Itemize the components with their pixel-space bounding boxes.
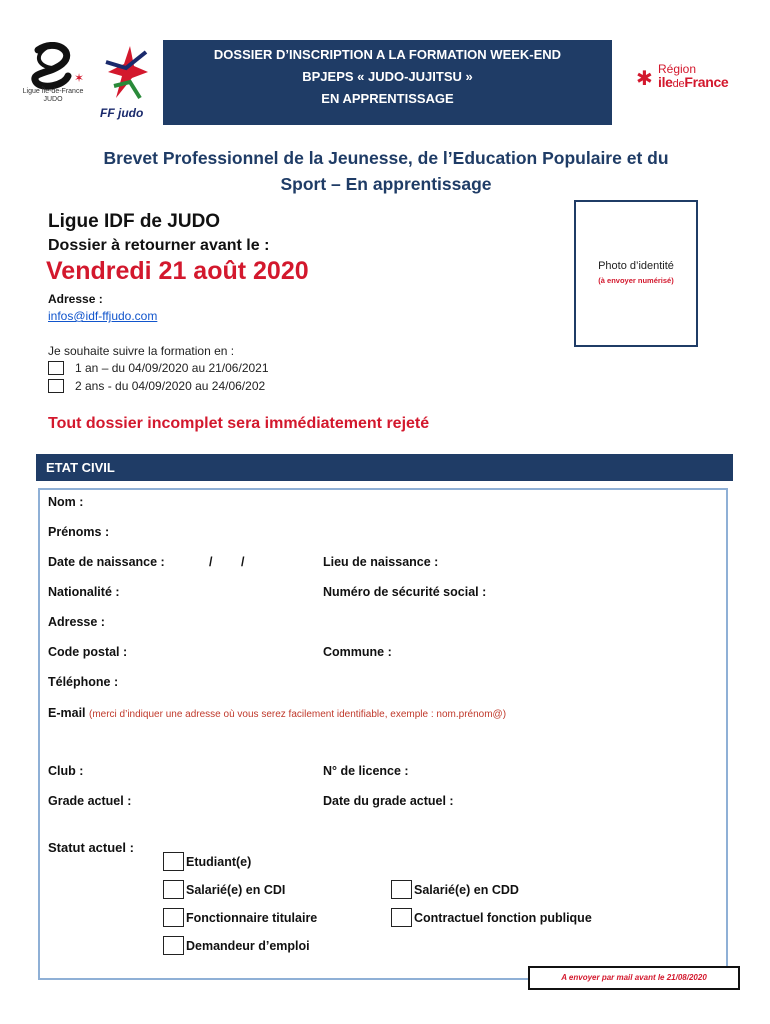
- footer-deadline-note: A envoyer par mail avant le 21/08/2020: [528, 966, 740, 990]
- address-label: Adresse :: [48, 292, 103, 306]
- header-line-1: DOSSIER D’INSCRIPTION A LA FORMATION WEEK-END: [213, 47, 562, 62]
- region-ile: ile: [658, 74, 673, 90]
- fonctionnaire-checkbox[interactable]: [163, 908, 184, 927]
- header-line-3: EN APPRENTISSAGE: [321, 91, 454, 106]
- cdi-label: Salarié(e) en CDI: [186, 882, 286, 897]
- header-line-2: BPJEPS « JUDO-JUJITSU »: [302, 69, 473, 84]
- formation-option-1[interactable]: [48, 361, 269, 375]
- etudiant-checkbox[interactable]: [163, 852, 184, 871]
- judoka-icon: [96, 42, 158, 106]
- phone-field[interactable]: Téléphone :: [48, 675, 119, 689]
- birth-place-field[interactable]: Lieu de naissance :: [323, 555, 439, 569]
- demandeur-label: Demandeur d’emploi: [186, 938, 310, 953]
- photo-label: Photo d’identité: [598, 260, 674, 272]
- address-field[interactable]: Adresse :: [48, 615, 105, 629]
- status-contractuel[interactable]: [391, 908, 592, 927]
- contractuel-checkbox[interactable]: [391, 908, 412, 927]
- cdd-label: Salarié(e) en CDD: [414, 882, 519, 897]
- ligue-name: Ligue IDF de JUDO: [48, 211, 221, 232]
- nationality-field[interactable]: Nationalité :: [48, 585, 120, 599]
- region-top-text: Région: [658, 62, 697, 76]
- etudiant-label: Etudiant(e): [186, 854, 252, 869]
- etat-civil-header: ETAT CIVIL: [36, 454, 733, 481]
- ff-judo-logo: [96, 42, 158, 124]
- birth-date-field[interactable]: Date de naissance :: [48, 555, 165, 569]
- photo-sublabel: (à envoyer numérisé): [598, 276, 674, 285]
- ligue-logo-text: Ligue Île-de-France JUDO: [22, 88, 84, 103]
- title-line-1: Brevet Professionnel de la Jeunesse, de l’Education Populaire et du: [103, 148, 669, 168]
- return-label: Dossier à retourner avant le :: [48, 237, 270, 254]
- status-salarie-cdi[interactable]: [163, 880, 285, 899]
- status-label: Statut actuel :: [48, 840, 134, 855]
- email-hint: (merci d’indiquer une adresse où vous serez facilement identifiable, exemple : nom.prénom@): [89, 709, 507, 720]
- cdd-checkbox[interactable]: [391, 880, 412, 899]
- grade-field[interactable]: Grade actuel :: [48, 794, 132, 808]
- option-2-label: 2 ans - du 04/09/2020 au 24/06/202: [75, 379, 266, 393]
- ff-judo-text: FF judo: [100, 106, 144, 120]
- region-idf-logo: [632, 62, 752, 98]
- option-2-checkbox[interactable]: [48, 379, 64, 393]
- option-1-checkbox[interactable]: [48, 361, 64, 375]
- date-separator: /: [241, 555, 245, 569]
- club-field[interactable]: Club :: [48, 764, 84, 778]
- region-bottom-text: [658, 74, 728, 90]
- prenoms-field[interactable]: Prénoms :: [48, 525, 110, 539]
- email-label: E-mail: [48, 706, 86, 720]
- nom-field[interactable]: Nom :: [48, 495, 84, 509]
- cdi-checkbox[interactable]: [163, 880, 184, 899]
- region-france: France: [684, 74, 729, 90]
- incomplete-warning: Tout dossier incomplet sera immédiatement rejeté: [48, 415, 430, 432]
- fonctionnaire-label: Fonctionnaire titulaire: [186, 910, 318, 925]
- status-salarie-cdd[interactable]: [391, 880, 519, 899]
- social-security-field[interactable]: Numéro de sécurité social :: [323, 585, 487, 599]
- header-banner: [163, 40, 612, 125]
- status-demandeur[interactable]: [163, 936, 310, 955]
- postal-code-field[interactable]: Code postal :: [48, 645, 128, 659]
- svg-text:✶: ✶: [74, 71, 85, 85]
- photo-box[interactable]: [574, 200, 698, 347]
- option-1-label: 1 an – du 04/09/2020 au 21/06/2021: [75, 361, 269, 375]
- status-fonctionnaire[interactable]: [163, 908, 317, 927]
- status-etudiant[interactable]: [163, 852, 251, 871]
- formation-option-2[interactable]: [48, 379, 265, 393]
- contact-email-link[interactable]: infos@idf-ffjudo.com: [48, 309, 158, 323]
- deadline-date: Vendredi 21 août 2020: [46, 257, 309, 285]
- ligue-logo: [16, 42, 96, 120]
- commune-field[interactable]: Commune :: [323, 645, 392, 659]
- demandeur-checkbox[interactable]: [163, 936, 184, 955]
- date-separator: /: [209, 555, 213, 569]
- region-de: de: [672, 78, 685, 90]
- ligue-emblem-icon: [16, 42, 96, 92]
- title-line-2: Sport – En apprentissage: [280, 174, 492, 194]
- region-star-icon: ✱: [636, 66, 653, 90]
- contractuel-label: Contractuel fonction publique: [414, 910, 592, 925]
- licence-field[interactable]: N° de licence :: [323, 764, 409, 778]
- formation-question: Je souhaite suivre la formation en :: [48, 344, 235, 358]
- page-title: [36, 145, 736, 197]
- email-field[interactable]: [48, 706, 506, 720]
- grade-date-field[interactable]: Date du grade actuel :: [323, 794, 454, 808]
